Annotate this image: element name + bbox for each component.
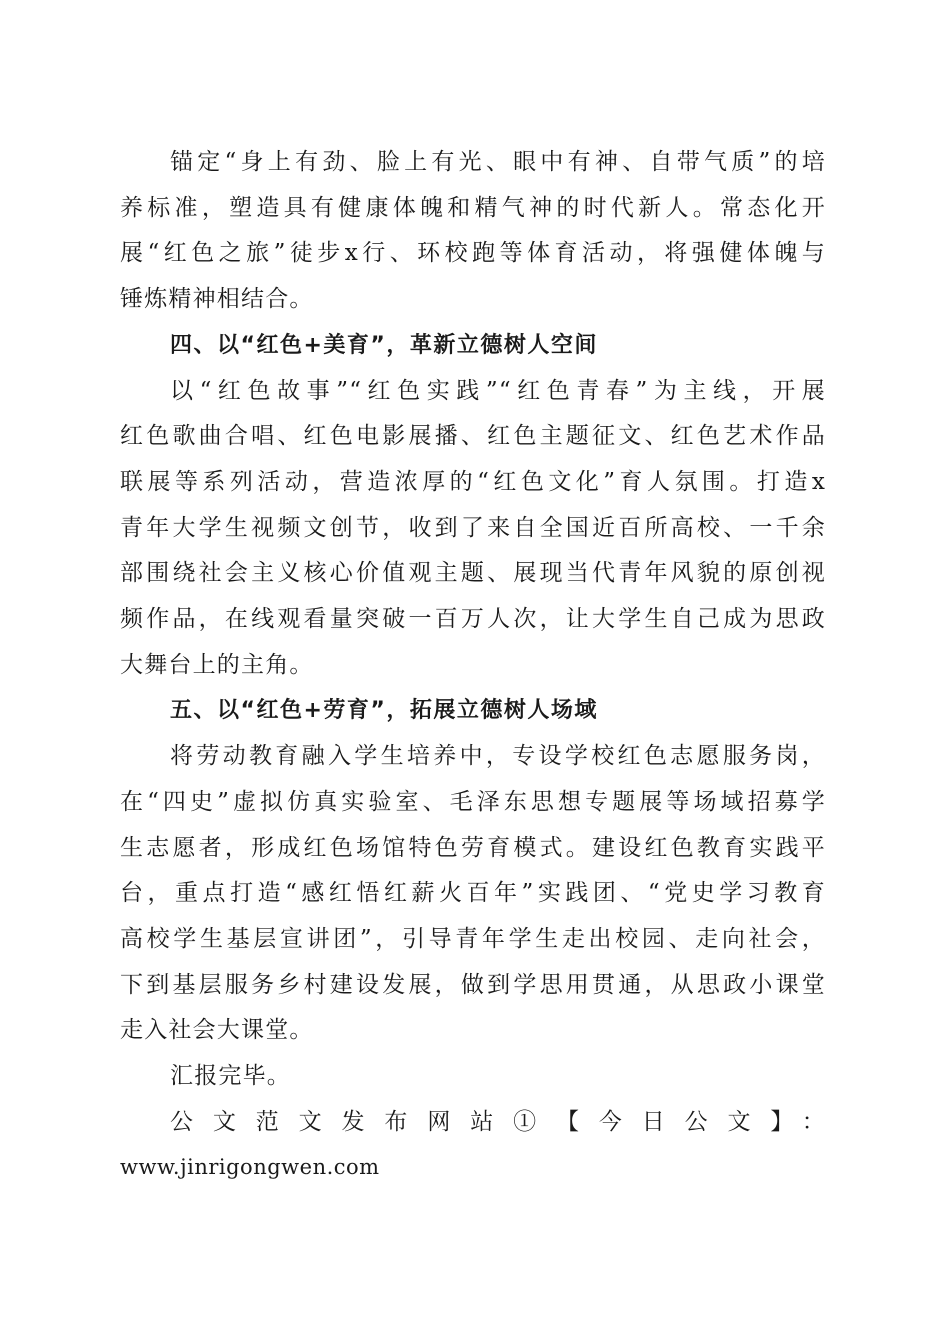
section-heading-aesthetic-education: 四、以“红色+美育”，革新立德树人空间 [170,332,598,358]
document-page [120,140,826,1191]
paragraph-line: 联展等系列活动，营造浓厚的“红色文化”育人氛围。打造x [120,468,826,495]
paragraph-line: 在“四史”虚拟仿真实验室、毛泽东思想专题展等场域招募学 [120,788,826,815]
paragraph-line: 下到基层服务乡村建设发展，做到学思用贯通，从思政小课堂 [120,971,826,998]
paragraph-line: 以“红色故事”“红色实践”“红色青春”为主线，开展 [170,377,826,404]
paragraph-line: 红色歌曲合唱、红色电影展播、红色主题征文、红色艺术作品 [120,423,826,450]
paragraph-physical-education [120,140,826,323]
paragraph-line: 走入社会大课堂。 [120,1017,314,1044]
paragraph-line: 频作品，在线观看量突破一百万人次，让大学生自己成为思政 [120,606,826,633]
paragraph-line: 锤炼精神相结合。 [120,286,314,313]
paragraph-line: 大舞台上的主角。 [120,651,314,678]
closing-paragraph [120,1054,826,1100]
section-heading-labor-education: 五、以“红色+劳育”，拓展立德树人场域 [170,698,598,724]
paragraph-line: 将劳动教育融入学生培养中，专设学校红色志愿服务岗， [170,743,826,770]
paragraph-line: 青年大学生视频文创节，收到了来自全国近百所高校、一千余 [120,514,826,541]
footer-source [120,1100,826,1191]
paragraph-line: 台，重点打造“感红悟红薪火百年”实践团、“党史学习教育 [120,880,826,907]
paragraph-aesthetic-education [120,369,826,689]
paragraph-line: 部围绕社会主义核心价值观主题、展现当代青年风貌的原创视 [120,560,826,587]
paragraph-line: 展“红色之旅”徒步x行、环校跑等体育活动，将强健体魄与 [120,240,826,267]
paragraph-labor-education [120,734,826,1054]
paragraph-line: 养标准，塑造具有健康体魄和精气神的时代新人。常态化开 [120,194,826,221]
paragraph-line: 锚定“身上有劲、脸上有光、眼中有神、自带气质”的培 [170,149,826,175]
footer-text: 公文范文发布网站①【今日公文】： [170,1108,826,1135]
footer-url-link[interactable]: www.jinrigongwen.com [120,1155,380,1180]
closing-text: 汇报完毕。 [170,1063,291,1090]
paragraph-line: 高校学生基层宣讲团”，引导青年学生走出校园、走向社会， [120,925,826,952]
paragraph-line: 生志愿者，形成红色场馆特色劳育模式。建设红色教育实践平 [120,834,826,861]
